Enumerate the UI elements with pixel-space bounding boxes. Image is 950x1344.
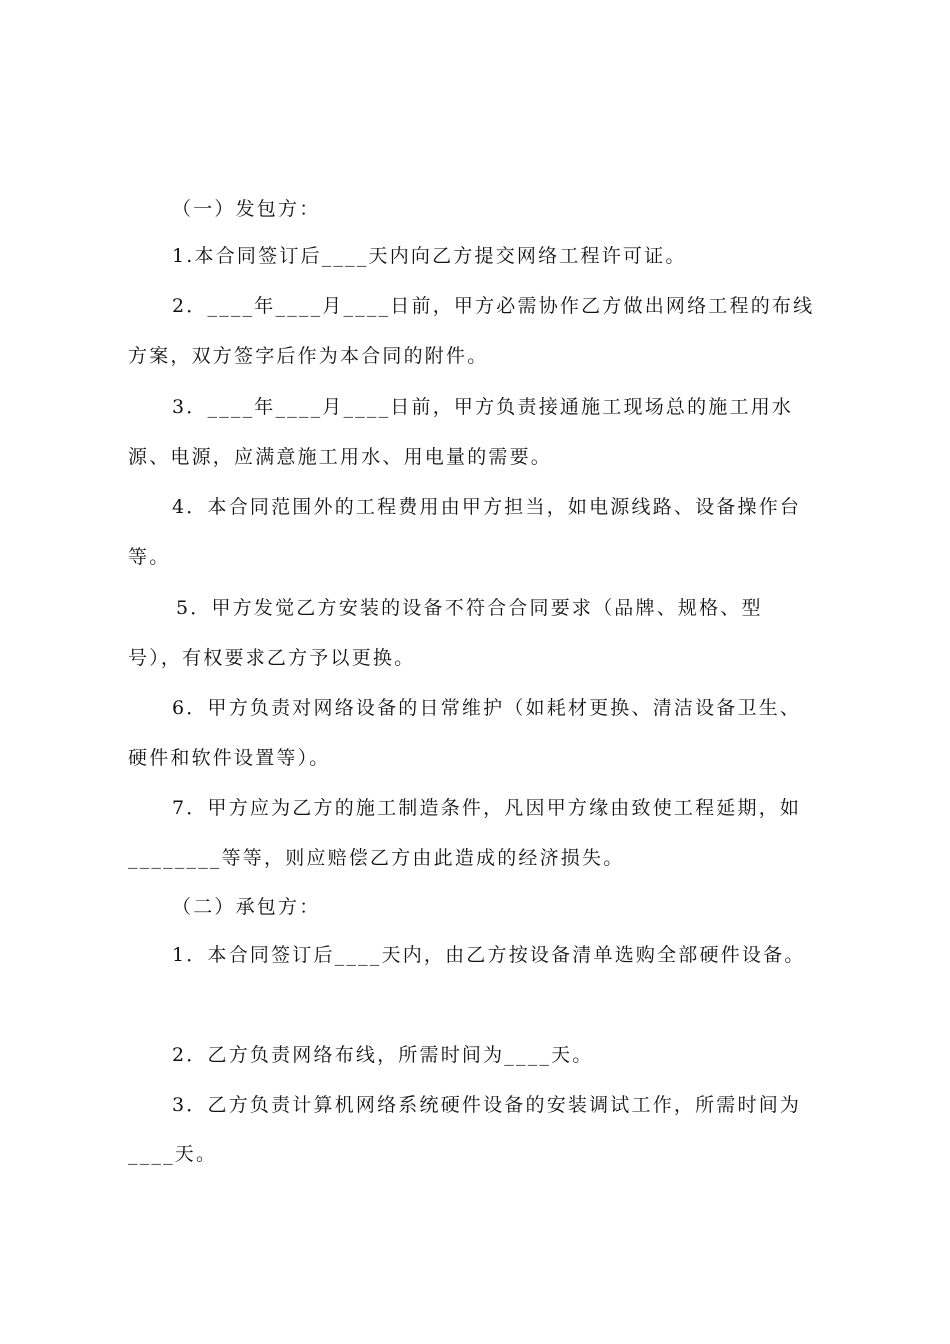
clause-employer-3-line-1: 3．____年____月____日前，甲方负责接通施工现场总的施工用水 — [172, 396, 794, 418]
clause-employer-4-line-1: 4．本合同范围外的工程费用由甲方担当，如电源线路、设备操作台 — [172, 496, 802, 518]
clause-employer-2-line-2: 方案，双方签字后作为本合同的附件。 — [128, 345, 489, 367]
section-heading-employer: （一）发包方： — [172, 198, 321, 220]
clause-employer-5-line-2: 号），有权要求乙方予以更换。 — [128, 647, 416, 669]
clause-contractor-2: 2．乙方负责网络布线，所需时间为____天。 — [172, 1044, 594, 1066]
clause-employer-4-line-2: 等。 — [128, 546, 171, 568]
clause-employer-3-line-2: 源、电源，应满意施工用水、用电量的需要。 — [128, 446, 553, 468]
clause-employer-6-line-1: 6．甲方负责对网络设备的日常维护（如耗材更换、清洁设备卫生、 — [172, 697, 802, 719]
section-heading-contractor: （二）承包方： — [172, 896, 321, 918]
clause-employer-6-line-2: 硬件和软件设置等）。 — [128, 747, 331, 769]
clause-employer-1: 1.本合同签订后____天内向乙方提交网络工程许可证。 — [172, 245, 687, 267]
clause-employer-5-line-1: 5．甲方发觉乙方安装的设备不符合合同要求（品牌、规格、型 — [176, 597, 763, 619]
clause-contractor-3-line-2: ____天。 — [128, 1143, 218, 1165]
clause-contractor-1: 1．本合同签订后____天内，由乙方按设备清单选购全部硬件设备。 — [172, 944, 806, 966]
clause-contractor-3-line-1: 3．乙方负责计算机网络系统硬件设备的安装调试工作，所需时间为 — [172, 1094, 802, 1116]
clause-employer-7-line-2: ________等等，则应赔偿乙方由此造成的经济损失。 — [128, 847, 625, 869]
clause-employer-7-line-1: 7．甲方应为乙方的施工制造条件，凡因甲方缘由致使工程延期，如 — [172, 797, 802, 819]
clause-employer-2-line-1: 2．____年____月____日前，甲方必需协作乙方做出网络工程的布线 — [172, 295, 815, 317]
